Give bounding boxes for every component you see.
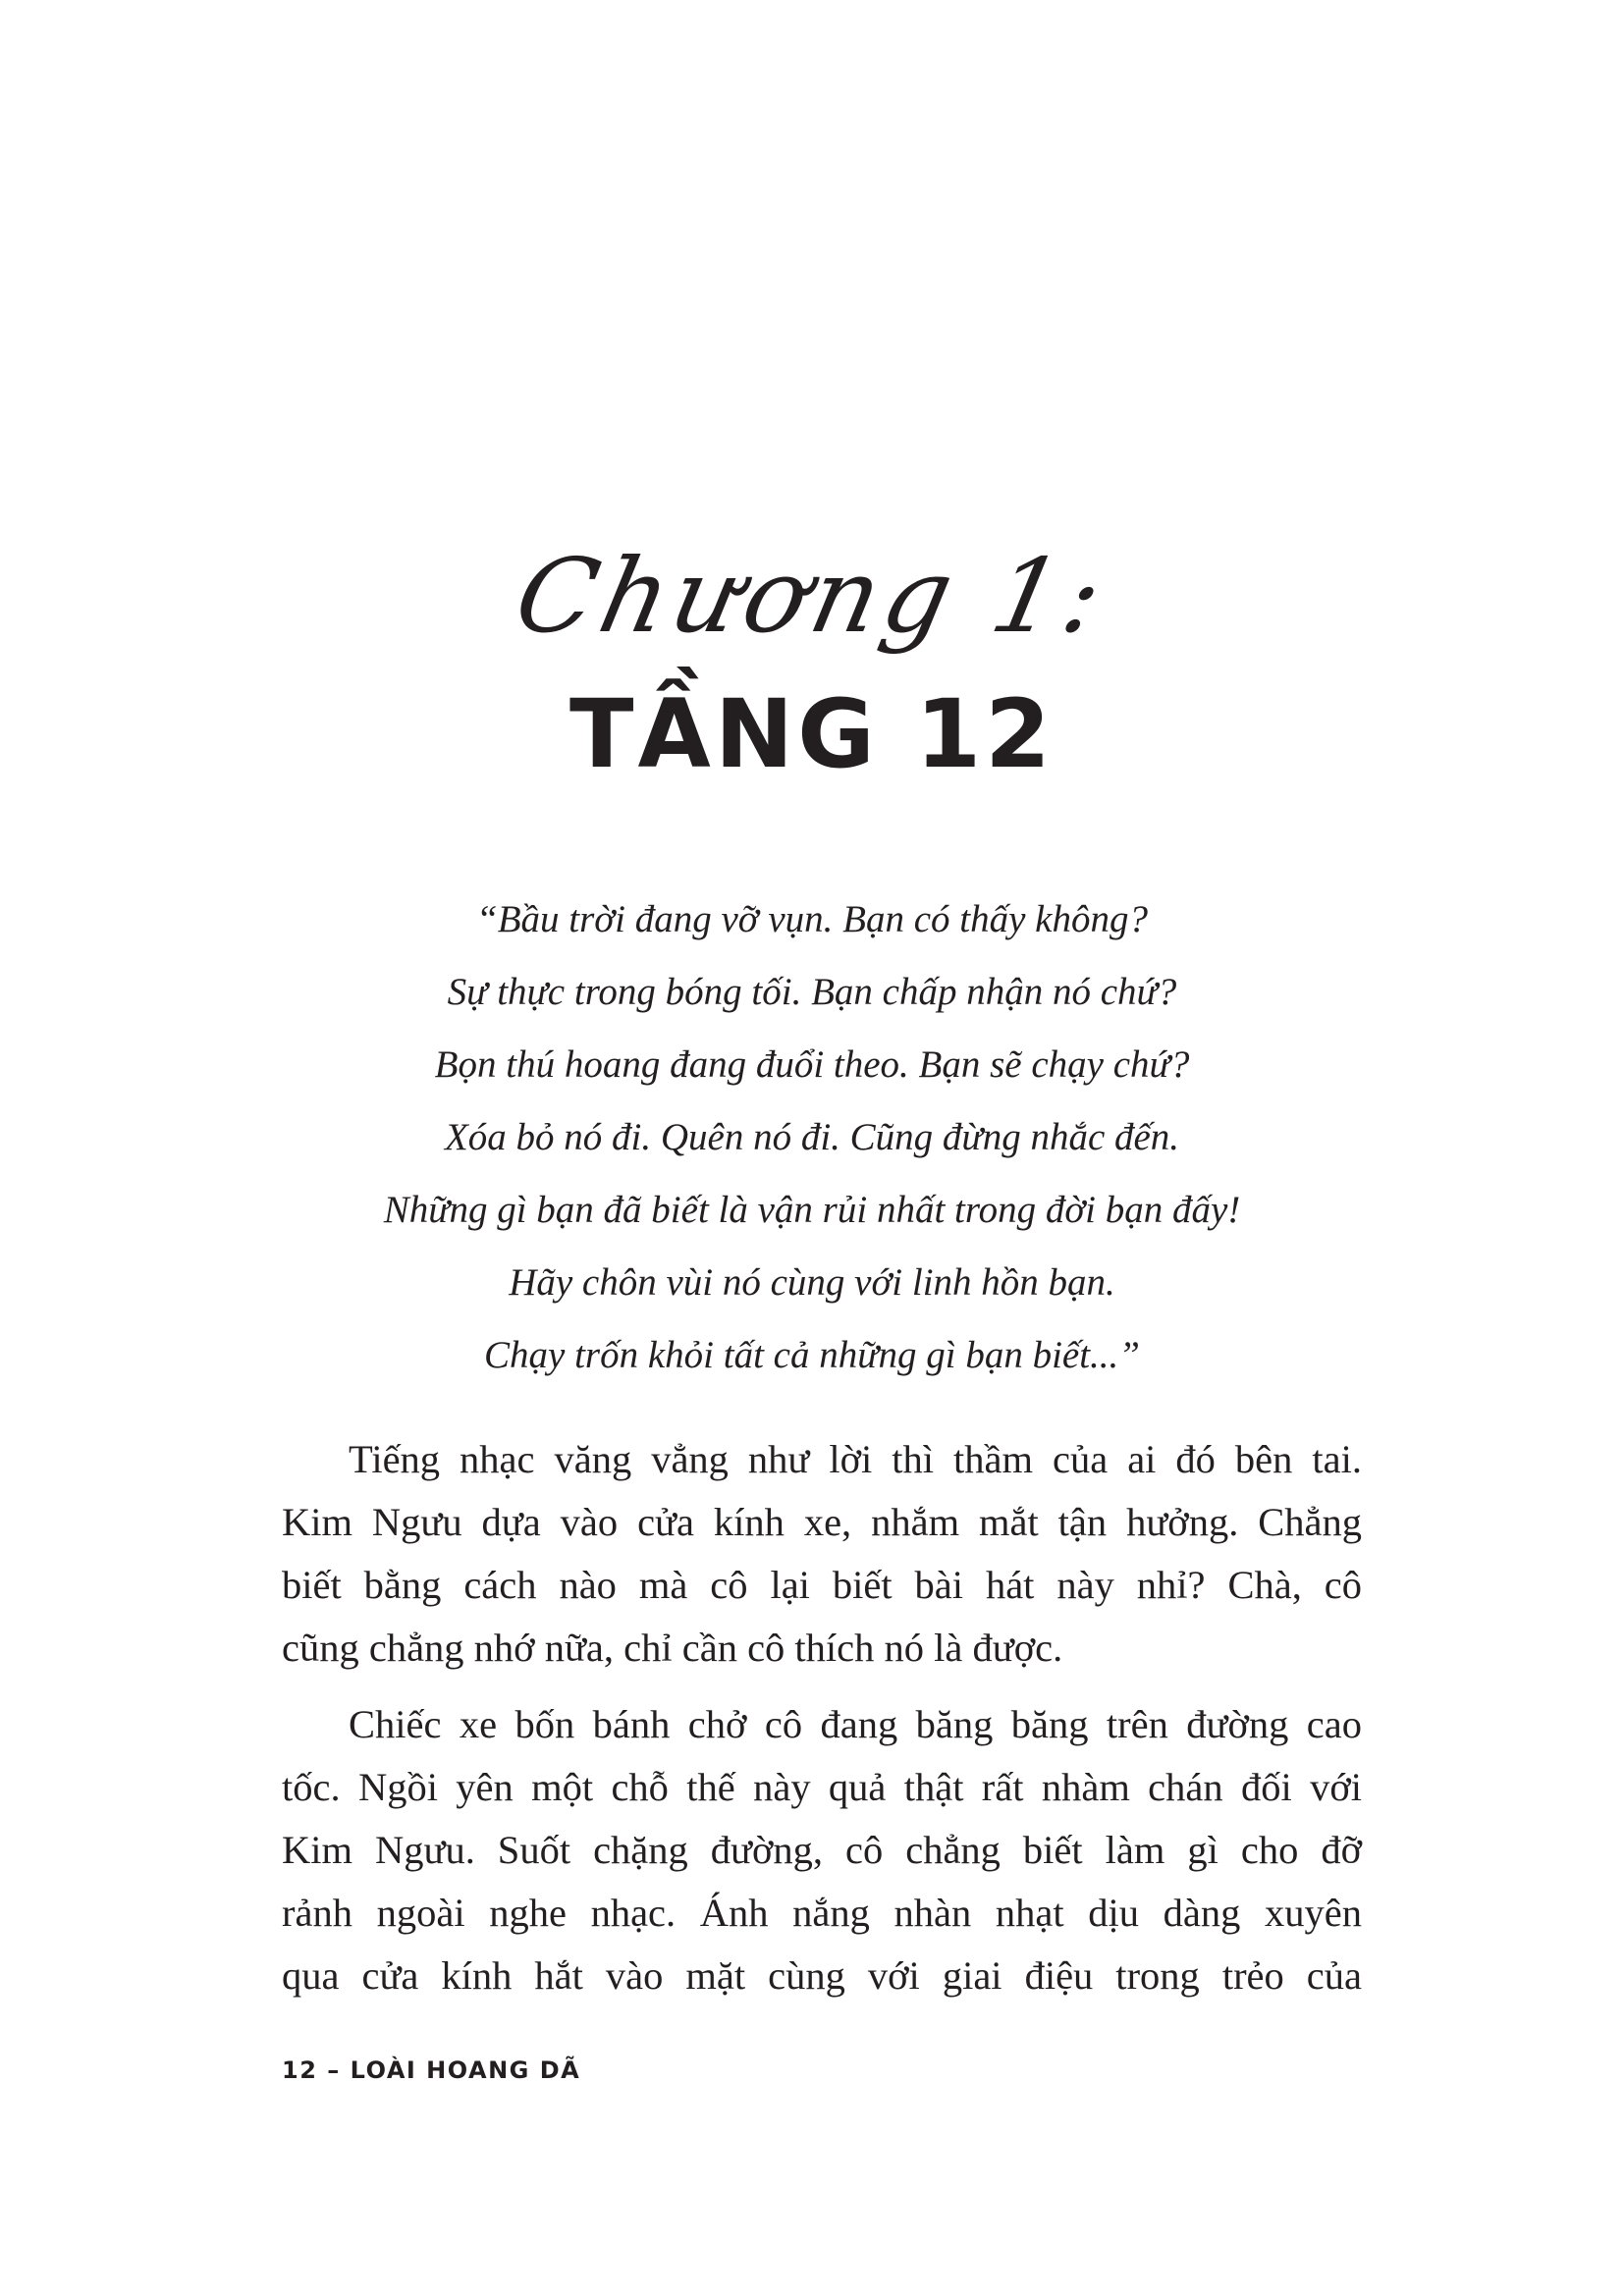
epigraph-line: Những gì bạn đã biết là vận rủi nhất trong đời bạn đấy! bbox=[383, 1189, 1241, 1231]
paragraph-line: rảnh ngoài nghe nhạc. Ánh nắng nhàn nhạt dịu dàng xuyên bbox=[282, 1891, 1362, 1935]
chapter-label: Chương 1: bbox=[506, 536, 1118, 656]
page-footer bbox=[282, 2056, 580, 2084]
paragraph-line: tốc. Ngồi yên một chỗ thế này quả thật rất nhàm chán đối với bbox=[282, 1765, 1362, 1809]
epigraph-line: Bọn thú hoang đang đuổi theo. Bạn sẽ chạy chứ? bbox=[434, 1043, 1190, 1086]
epigraph-line: Chạy trốn khỏi tất cả những gì bạn biết...” bbox=[484, 1334, 1140, 1376]
epigraph-line: Sự thực trong bóng tối. Bạn chấp nhận nó chứ? bbox=[447, 971, 1177, 1013]
epigraph-line: Hãy chôn vùi nó cùng với linh hồn bạn. bbox=[509, 1261, 1115, 1304]
paragraph-line: qua cửa kính hắt vào mặt cùng với giai điệu trong trẻo của bbox=[282, 1953, 1362, 1998]
chapter-title: TẦNG 12 bbox=[569, 679, 1055, 789]
body-paragraph bbox=[282, 1693, 1362, 2007]
paragraph-line: Kim Ngưu. Suốt chặng đường, cô chẳng biết làm gì cho đỡ bbox=[282, 1828, 1362, 1872]
epigraph bbox=[0, 883, 1624, 1392]
epigraph-line: Xóa bỏ nó đi. Quên nó đi. Cũng đừng nhắc đến. bbox=[444, 1116, 1180, 1158]
footer-separator: – bbox=[327, 2056, 341, 2084]
body-paragraph bbox=[282, 1428, 1362, 1680]
paragraph-line: Tiếng nhạc văng vẳng như lời thì thầm của ai đó bên tai. bbox=[349, 1437, 1362, 1481]
paragraph-line: biết bằng cách nào mà cô lại biết bài hát này nhỉ? Chà, cô bbox=[282, 1563, 1362, 1607]
paragraph-line: cũng chẳng nhớ nữa, chỉ cần cô thích nó là được. bbox=[282, 1626, 1063, 1670]
page-number: 12 bbox=[282, 2056, 318, 2084]
epigraph-line: “Bầu trời đang vỡ vụn. Bạn có thấy không? bbox=[476, 898, 1148, 940]
paragraph-line: Chiếc xe bốn bánh chở cô đang băng băng trên đường cao bbox=[349, 1702, 1362, 1746]
running-title: LOÀI HOANG DÃ bbox=[350, 2056, 581, 2084]
paragraph-line: Kim Ngưu dựa vào cửa kính xe, nhắm mắt tận hưởng. Chẳng bbox=[282, 1500, 1362, 1544]
